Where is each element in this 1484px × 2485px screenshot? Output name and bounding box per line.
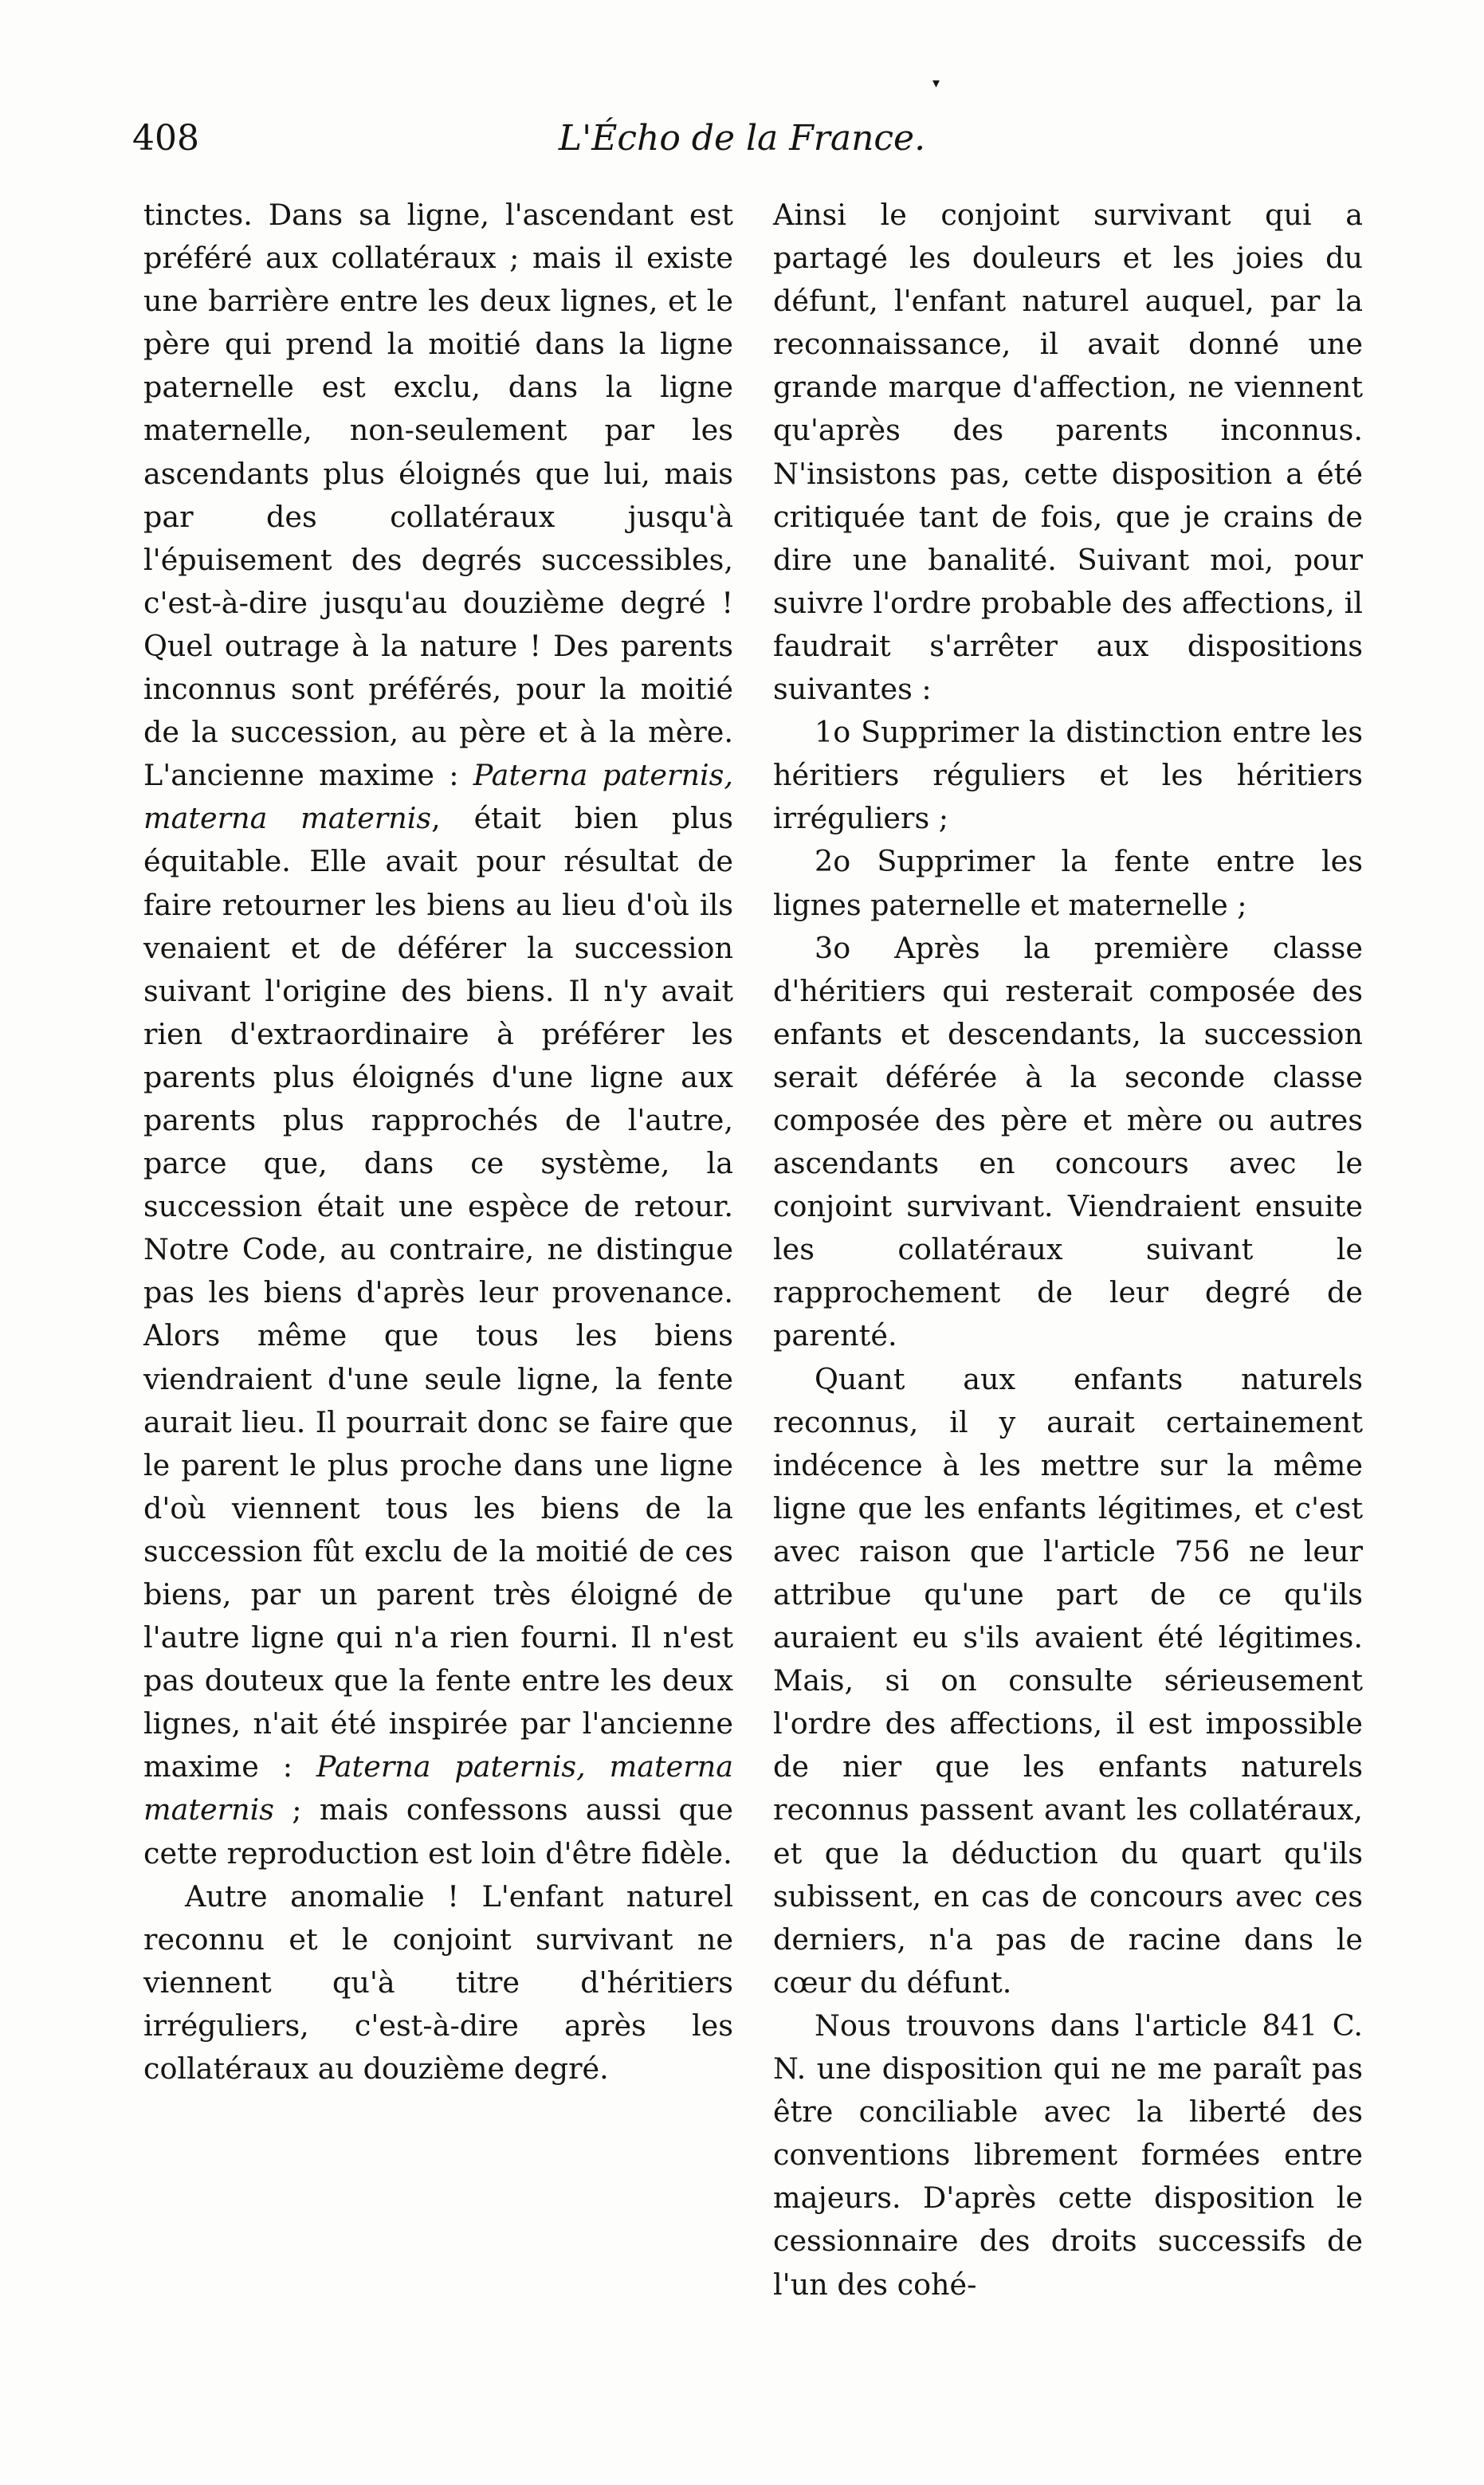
- left-column: [143, 194, 733, 2090]
- left-paragraph-1: [143, 194, 733, 1875]
- list-item-2: 2o Supprimer la fente entre les lignes paternelle et maternelle ;: [773, 844, 1363, 922]
- text-run: tinctes. Dans sa ligne, l'ascendant est préféré aux collatéraux ; mais il existe une barrière entre les deux lignes, et le père qui prend la moitié dans la ligne paternelle est exclu, dans la ligne maternelle, non-seulement par les ascendants plus éloignés que lui, mais par des collatéraux jusqu'à l'épuisement des degrés successibles, c'est-à-dire jusqu'au douzième degré ! Quel outrage à la nature ! Des parents inconnus sont préférés, pour la moitié de la succession, au père et à la mère. L'ancienne maxime :: [143, 198, 733, 793]
- right-column: [773, 194, 1363, 2306]
- right-paragraph-3: Nous trouvons dans l'article 841 C. N. une disposition qui ne me paraît pas être conciliable avec la liberté des conventions librement formées entre majeurs. D'après cette disposition le cessionnaire des droits successifs de l'un des cohé-: [773, 2008, 1363, 2302]
- ink-mark: ▾: [932, 75, 940, 92]
- latin-maxim: Paterna paternis, materna maternis: [143, 758, 733, 836]
- right-paragraph-1: Ainsi le conjoint survivant qui a partagé les douleurs et les joies du défunt, l'enfant naturel auquel, par la reconnaissance, il avait donné une grande marque d'affection, ne viennent qu'après des parents inconnus. N'insistons pas, cette disposition a été critiquée tant de fois, que je crains de dire une banalité. Suivant moi, pour suivre l'ordre probable des affections, il faudrait s'arrêter aux dispositions suivantes :: [773, 198, 1363, 707]
- text-run: , était bien plus équitable. Elle avait pour résultat de faire retourner les biens au lieu d'où ils venaient et de déférer la succession suivant l'origine des biens. Il n'y avait rien d'extraordinaire à préférer les parents plus éloignés d'une ligne aux parents plus rapprochés de l'autre, parce que, dans ce système, la succession était une espèce de retour. Notre Code, au contraire, ne distingue pas les biens d'après leur provenance. Alors même que tous les biens viendraient d'une seule ligne, la fente aurait lieu. Il pourrait donc se faire que le parent le plus proche dans une ligne d'où viennent tous les biens de la succession fût exclu de la moitié de ces biens, par un parent très éloigné de l'autre ligne qui n'a rien fourni. Il n'est pas douteux que la fente entre les deux lignes, n'ait été inspirée par l'ancienne maxime :: [143, 801, 733, 1784]
- right-paragraph-2: Quant aux enfants naturels reconnus, il y aurait certainement indécence à les mettre sur la même ligne que les enfants légitimes, et c'est avec raison que l'article 756 ne leur attribue qu'une part de ce qu'ils auraient eu s'ils avaient été légitimes. Mais, si on consulte sérieusement l'ordre des affections, il est impossible de nier que les enfants naturels reconnus passent avant les collatéraux, et que la déduction du quart qu'ils subissent, en cas de concours avec ces derniers, n'a pas de racine dans le cœur du défunt.: [773, 1361, 1363, 2000]
- list-item-1: 1o Supprimer la distinction entre les héritiers réguliers et les héritiers irréguliers ;: [773, 715, 1363, 836]
- running-title: L'Écho de la France.: [558, 118, 926, 159]
- text-run: ; mais confessons aussi que cette reproduction est loin d'être fidèle.: [143, 1792, 733, 1871]
- page-number: 408: [132, 118, 199, 159]
- list-item-3: 3o Après la première classe d'héritiers qui resterait composée des enfants et descendants, la succession serait déférée à la seconde classe composée des père et mère ou autres ascendants en concours avec le conjoint survivant. Viendraient ensuite les collatéraux suivant le rapprochement de leur degré de parenté.: [773, 930, 1363, 1353]
- page-header: [132, 118, 1352, 182]
- latin-maxim: Paterna paternis, materna maternis: [143, 1749, 733, 1827]
- left-paragraph-2: Autre anomalie ! L'enfant naturel reconnu et le conjoint survivant ne viennent qu'à titre d'héritiers irréguliers, c'est-à-dire après les collatéraux au douzième degré.: [143, 1878, 733, 2087]
